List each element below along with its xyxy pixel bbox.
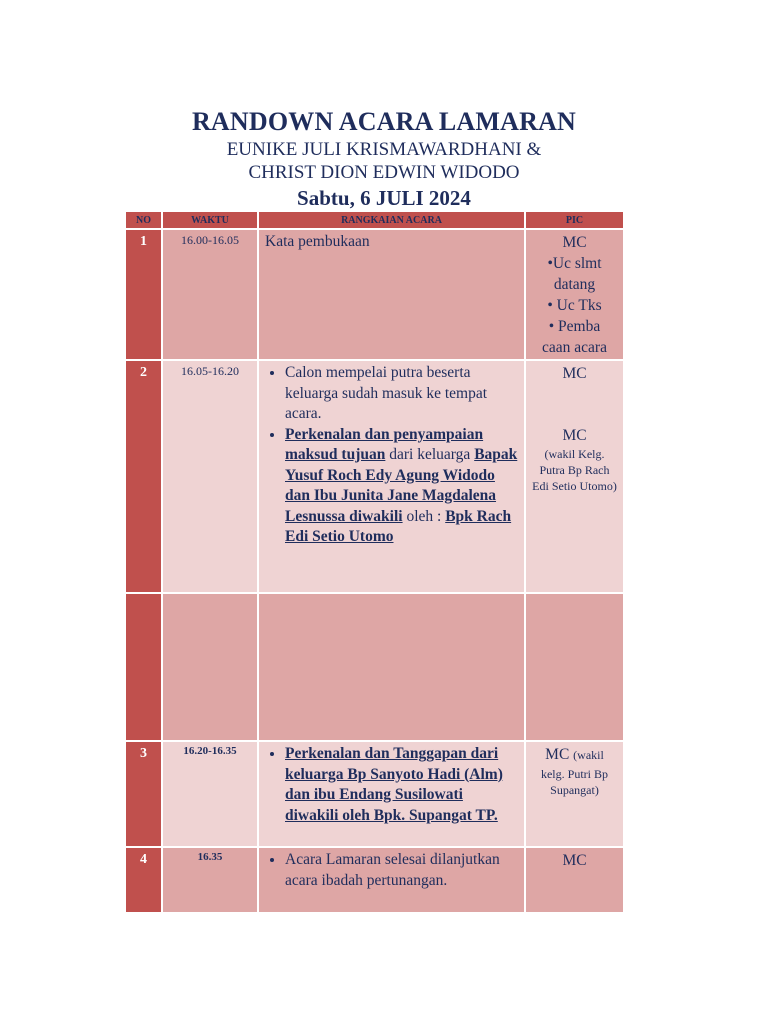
row-time: 16.20-16.35 (163, 742, 259, 848)
rundown-table (126, 212, 625, 914)
table-row (126, 230, 625, 361)
table-row (126, 742, 625, 848)
row-time (163, 594, 259, 742)
header-no: NO (126, 212, 163, 230)
row-time: 16.00-16.05 (163, 230, 259, 361)
row-activity (259, 594, 526, 742)
pic-title: MC (562, 427, 587, 444)
couple-name-line-1: EUNIKE JULI KRISMAWARDHANI & (226, 139, 542, 160)
pic-note: kelg. Putri Bp Supangat) (540, 767, 608, 797)
row-activity (259, 361, 526, 594)
activity-bullet: • Calon mempelai putra beserta keluarga sudah masuk ke tempat acara. (285, 363, 518, 425)
row-pic (526, 361, 625, 594)
pic-line: • Pemba (548, 318, 601, 335)
row-time: 16.35 (163, 848, 259, 914)
activity-bullet: • Perkenalan dan Tanggapan dari keluarga Bp Sanyoto Hadi (Alm) dan ibu Endang Susilowati diwakili oleh Bpk. Supangat TP. (285, 744, 518, 826)
header-rangkaian-acara: RANGKAIAN ACARA (259, 212, 526, 230)
pic-note: (wakil Kelg. Putra Bp Rach Edi Setio Utomo) (532, 447, 617, 493)
row-activity: Kata pembukaan (259, 230, 526, 361)
row-number (126, 594, 163, 742)
row-activity (259, 742, 526, 848)
row-pic (526, 230, 625, 361)
row-time: 16.05-16.20 (163, 361, 259, 594)
row-pic: MC (526, 848, 625, 914)
pic-title: MC (545, 746, 574, 763)
couple-name-line-2: CHRIST DION EDWIN WIDODO (248, 162, 520, 183)
row-pic (526, 594, 625, 742)
row-pic (526, 742, 625, 848)
pic-title: MC (562, 365, 587, 382)
row-activity (259, 848, 526, 914)
row-number: 4 (126, 848, 163, 914)
pic-line: datang (553, 276, 596, 293)
table-row (126, 361, 625, 594)
table-header-row (126, 212, 625, 230)
pic-line: • Uc Tks (547, 297, 602, 314)
row-number: 1 (126, 230, 163, 361)
header-waktu: WAKTU (163, 212, 259, 230)
pic-title: MC (562, 234, 587, 251)
table-row (126, 594, 625, 742)
table-row (126, 848, 625, 914)
pic-line: •Uc slmt (547, 255, 602, 272)
pic-note: (wakil (573, 748, 604, 762)
event-date: Sabtu, 6 JULI 2024 (297, 186, 471, 210)
pic-line: caan acara (542, 339, 607, 356)
row-number: 3 (126, 742, 163, 848)
document-title: RANDOWN ACARA LAMARAN (191, 107, 577, 136)
activity-bullet: • Perkenalan dan penyampaian maksud tujuan dari keluarga Bapak Yusuf Roch Edy Agung Widodo dan Ibu Junita Jane Magdalena Lesnussa diwakili oleh : Bpk Rach Edi Setio Utomo (285, 425, 518, 548)
row-number: 2 (126, 361, 163, 594)
activity-bullet: • Acara Lamaran selesai dilanjutkan acara ibadah pertunangan. (285, 850, 518, 891)
header-pic: PIC (526, 212, 625, 230)
